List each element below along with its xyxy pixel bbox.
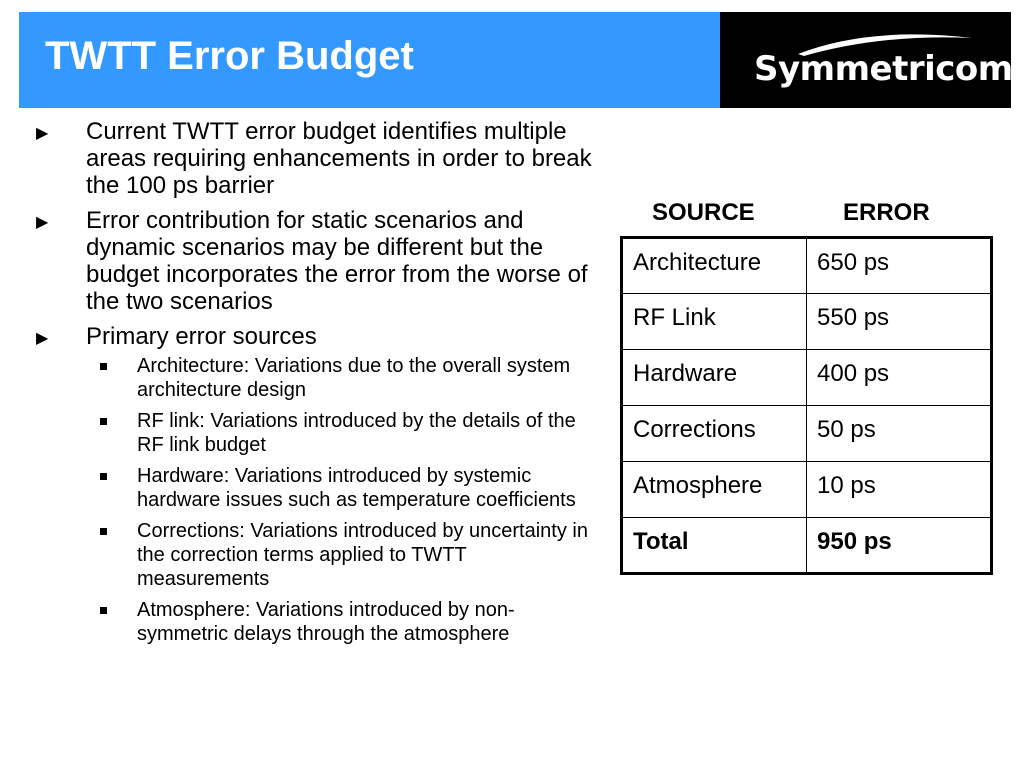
error-cell: 400 ps	[807, 350, 992, 406]
square-bullet-icon	[100, 607, 107, 614]
sub-bullet-item	[86, 519, 596, 591]
sub-bullet-text: Corrections: Variations introduced by uncertainty in the correction terms applied to TWTT measurements	[137, 520, 588, 590]
error-cell: 10 ps	[807, 462, 992, 518]
bullet-list	[36, 118, 596, 654]
bullet-item	[36, 323, 596, 646]
square-bullet-icon	[100, 473, 107, 480]
error-column-header: ERROR	[843, 199, 930, 226]
sub-bullet-list	[86, 354, 596, 646]
slide-title: TWTT Error Budget	[45, 34, 414, 78]
sub-bullet-text: RF link: Variations introduced by the details of the RF link budget	[137, 410, 576, 456]
triangle-bullet-icon: ▶	[36, 214, 49, 231]
table-row	[622, 406, 992, 462]
triangle-bullet-icon: ▶	[36, 125, 49, 142]
square-bullet-icon	[100, 528, 107, 535]
sub-bullet-text: Atmosphere: Variations introduced by non-symmetric delays through the atmosphere	[137, 599, 515, 645]
table-row	[622, 350, 992, 406]
logo-name: Symmetricom	[754, 49, 1013, 89]
error-budget-table	[620, 236, 993, 575]
square-bullet-icon	[100, 363, 107, 370]
source-cell: Architecture	[622, 238, 807, 294]
bullet-text: Primary error sources	[86, 323, 317, 350]
sub-bullet-item	[86, 464, 596, 512]
source-cell: Atmosphere	[622, 462, 807, 518]
source-column-header: SOURCE	[652, 199, 755, 226]
error-cell: 650 ps	[807, 238, 992, 294]
error-cell: 550 ps	[807, 294, 992, 350]
bullet-item	[36, 207, 596, 315]
error-cell: 50 ps	[807, 406, 992, 462]
table-row	[622, 294, 992, 350]
total-value-cell: 950 ps	[807, 518, 992, 574]
table-row	[622, 238, 992, 294]
total-row	[622, 518, 992, 574]
symmetricom-logo	[720, 12, 1023, 108]
sub-bullet-text: Architecture: Variations due to the overall system architecture design	[137, 355, 571, 401]
total-label-cell: Total	[622, 518, 807, 574]
square-bullet-icon	[100, 418, 107, 425]
logo-wordmark	[754, 49, 1023, 89]
bullet-text: Error contribution for static scenarios and dynamic scenarios may be different but the budget incorporates the error from the worse of the two scenarios	[86, 207, 588, 315]
title-bar	[19, 12, 720, 108]
sub-bullet-item	[86, 354, 596, 402]
sub-bullet-text: Hardware: Variations introduced by systemic hardware issues such as temperature coefficients	[137, 465, 576, 511]
sub-bullet-item	[86, 409, 596, 457]
source-cell: RF Link	[622, 294, 807, 350]
table-row	[622, 462, 992, 518]
triangle-bullet-icon: ▶	[36, 330, 49, 347]
registered-mark: ®	[1013, 51, 1023, 61]
bullet-item	[36, 118, 596, 199]
bullet-text: Current TWTT error budget identifies multiple areas requiring enhancements in order to break the 100 ps barrier	[86, 118, 592, 199]
sub-bullet-item	[86, 598, 596, 646]
source-cell: Corrections	[622, 406, 807, 462]
source-cell: Hardware	[622, 350, 807, 406]
